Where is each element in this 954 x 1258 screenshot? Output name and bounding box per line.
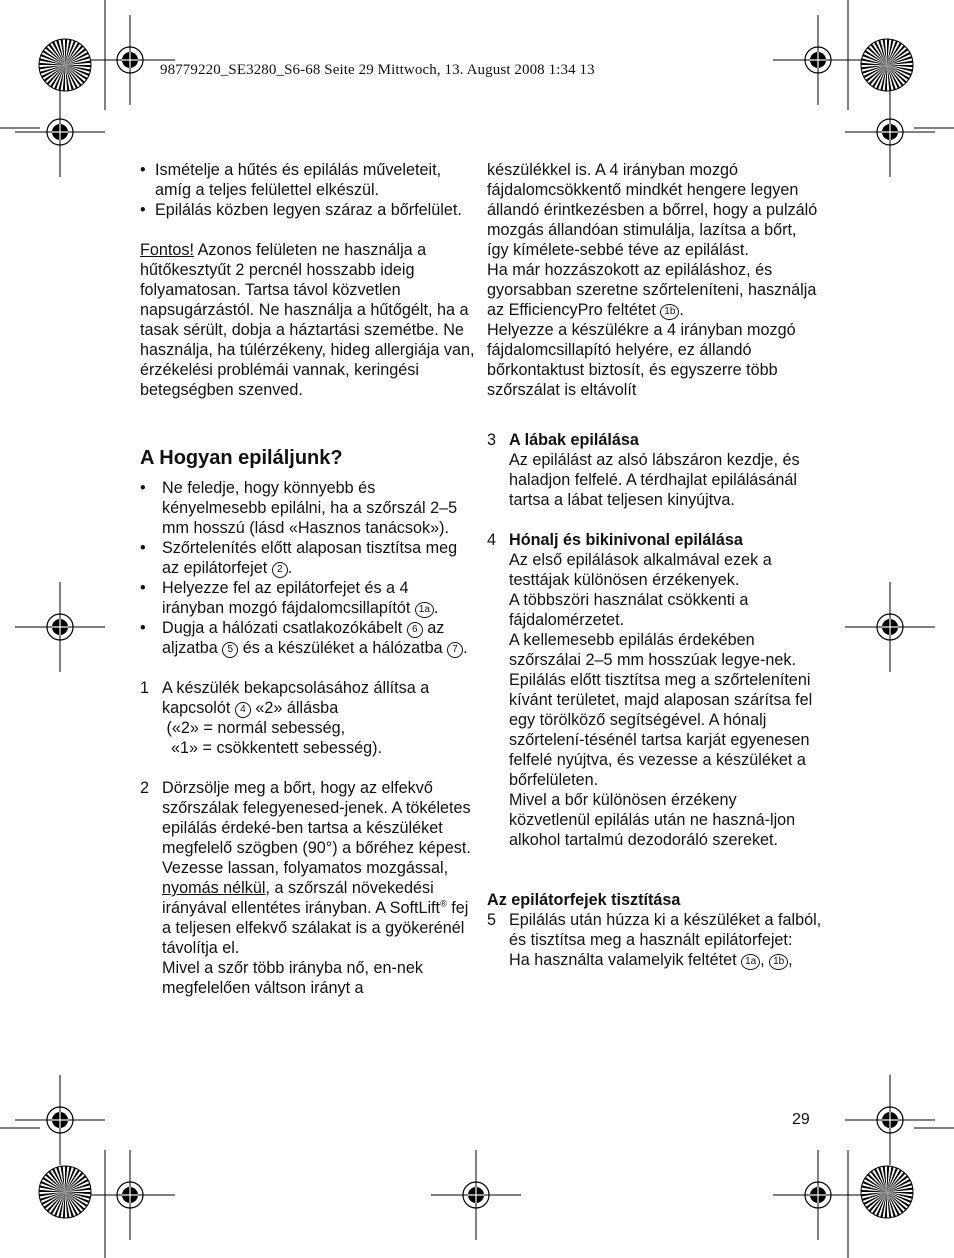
star-target-mark <box>39 1166 91 1218</box>
list-item: • Epilálás közben legyen száraz a bőrfelület. <box>140 201 462 219</box>
paragraph: készülékkel is. A 4 irányban mozgó fájdalomcsökkentő mindkét hengere legyen állandó érintkezésben a bőrrel, hogy a pulzáló mozgás állandóan stimulálja, lazítsa a bőrt, így kímélete-sebbé téve az epilálást. <box>487 161 818 259</box>
right-column <box>487 160 822 970</box>
registration-mark <box>15 1075 105 1165</box>
page-number: 29 <box>792 1111 810 1128</box>
list-item: • Ismételje a hűtés és epilálás műveleteit, amíg a teljes felülettel elkészül. <box>140 161 442 199</box>
registration-mark <box>431 1150 521 1240</box>
print-header: 98779220_SE3280_S6-68 Seite 29 Mittwoch, 13. August 2008 1:34 13 <box>160 62 595 78</box>
ref-marker: 1b <box>660 304 679 320</box>
section-heading: A Hogyan epiláljunk? <box>140 447 343 469</box>
ref-marker: 1a <box>415 602 434 618</box>
left-column <box>140 160 475 998</box>
registration-mark <box>15 582 105 672</box>
step-2: 2 Dörzsölje meg a bőrt, hogy az elfekvő szőrszálak felegyenesed-jenek. A tökéletes epilálás érdeké-ben tartsa a készüléket megfelelő szögben (90°) a bőréhez képest. Vezesse lassan, folyamatos mozgással, nyomás nélkül, a szőrszál növekedési irányával ellentétes irányban. A SoftLift® fej a teljesen elfekvő szálakat is a gyökerénél távolítja el. Mivel a szőr több irányba nő, en-nek megfelelően váltson irányt a <box>140 779 471 997</box>
registration-mark <box>845 87 935 177</box>
registration-mark <box>845 1075 935 1165</box>
star-target-mark <box>39 39 91 91</box>
ref-marker: 6 <box>407 622 423 638</box>
ref-marker: 2 <box>272 562 288 578</box>
list-item: • Ne feledje, hogy könnyebb és kényelmesebb epilálni, ha a szőrszál 2–5 mm hosszú (lásd «Hasznos tanácsok»). <box>140 479 458 537</box>
ref-marker: 7 <box>447 642 463 658</box>
ref-marker: 5 <box>222 642 238 658</box>
registration-mark <box>773 1150 863 1240</box>
registration-mark <box>85 1150 175 1240</box>
list-item: • Szőrtelenítés előtt alaposan tisztítsa meg az epilátorfejet 2 . <box>140 539 458 577</box>
paragraph: Helyezze a készülékre a 4 irányban mozgó fájdalomcsillapító helyére, ez állandó bőrkontaktust biztosít, és egyszerre több szőrszálat is eltávolít <box>487 321 796 399</box>
star-target-mark <box>861 1166 913 1218</box>
important-note: Fontos! Azonos felületen ne használja a hűtőkesztyűt 2 percnél hosszabb ideig folyamatosan. Tartsa távol közvetlen napsugárzástól. Ne használja a hűtőgélt, ha a tasak sérült, dobja a háztartási szemétbe. Ne használja, ha túlérzékeny, hideg allergiája van, érzékelési problémái vannak, keringési betegségben szenved. <box>140 241 475 399</box>
registration-mark <box>15 87 105 177</box>
list-item: • Helyezze fel az epilátorfejet és a 4 irányban mozgó fájdalomcsillapítót 1a . <box>140 579 439 617</box>
star-target-mark <box>861 39 913 91</box>
step-1: 1 A készülék bekapcsolásához állítsa a kapcsolót 4 «2» állásba («2» = normál sebesség, «1» = csökkentett sebesség). <box>140 679 430 757</box>
paragraph: Ha már hozzászokott az epiláláshoz, és gyorsabban szeretne szőrteleníteni, használja az EfficiencyPro feltétet 1b . <box>487 261 817 319</box>
ref-marker: 4 <box>235 702 251 718</box>
subsection-heading: Az epilátorfejek tisztítása <box>487 891 681 909</box>
list-item: • Dugja a hálózati csatlakozókábelt 6 az aljzatba 5 és a készüléket a hálózatba 7 . <box>140 619 468 657</box>
ref-marker: 1a <box>741 954 760 970</box>
step-3: 3 A lábak epilálása Az epilálást az alsó lábszáron kezdje, és haladjon felfelé. A térdhajlat epilálásánál tartsa a lábat teljesen kinyújtva. <box>487 431 800 509</box>
important-label: Fontos! <box>140 241 194 259</box>
registration-mark <box>845 582 935 672</box>
ref-marker: 1b <box>769 954 788 970</box>
registration-mark <box>773 15 863 105</box>
step-4: 4 Hónalj és bikinivonal epilálása Az első epilálások alkalmával ezek a testtájak különösen érzékenyek. A többszöri használat csökkenti a fájdalomérzetet. A kellemesebb epilálás érdekében szőrszálai 2–5 mm hosszúak legye-nek. Epilálás előtt tisztítsa meg a szőrteleníteni kívánt területet, majd alaposan szárítsa fel egy törölköző segítségével. A hónalj szőrtelení-tésénél tartsa karját egyenesen felfelé nyújtva, és vezesse a készüléket a bőrfelületen. Mivel a bőr különösen érzékeny közvetlenül epilálás után ne haszná-ljon alkohol tartalmú dezodoráló szereket. <box>487 531 813 849</box>
step-5: 5 Epilálás után húzza ki a készüléket a falból, és tisztítsa meg a használt epilátorfejet: Ha használta valamelyik feltétet 1a , 1b , <box>487 911 822 969</box>
